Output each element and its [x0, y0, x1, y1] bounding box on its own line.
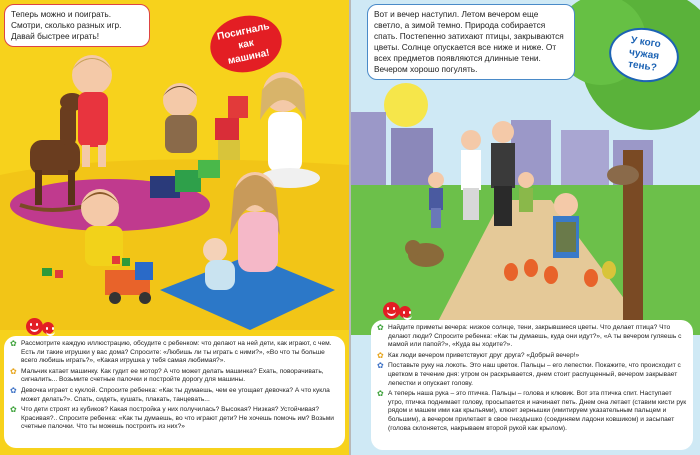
smiley-icon — [42, 322, 54, 334]
question-item — [377, 362, 687, 388]
flower-bullet-icon: ✿ — [10, 385, 17, 395]
smiley-icon — [26, 318, 43, 335]
left-intro-box — [4, 4, 150, 47]
question-item — [377, 324, 687, 350]
question-text: А теперь наша рука – это птичка. Пальцы – голова и клювик. Вот эта птичка спит. Наступает утро, птичка поднимает голову, просыпается и начинает петь. Днем она летает (ставим кисти рук рядом и машем ими как крыльями), клюет зернышки (имитируем указательным пальцем и большим), а вечером прилетает в свое гнездышко (соединяем ладони ковшиком) и засыпает (голова склоняется, накрываем второй рукой как крылом). — [388, 390, 687, 432]
left-intro-text: Теперь можно и поиграть. Смотри, сколько разных игр. Давай быстрее играть! — [11, 9, 122, 41]
sun-icon — [384, 83, 428, 127]
flower-bullet-icon: ✿ — [377, 389, 384, 399]
question-item — [10, 340, 339, 366]
left-page — [0, 0, 349, 455]
question-text: Поставьте руку на локоть. Это наш цветок. Пальцы – его лепестки. Покажите, что происходит с цветком в течение дня: утром он раскрывается, днем стоит распущенный, вечером закрывает лепестки и опускает голову. — [388, 362, 681, 387]
child-boy-sitting — [163, 83, 197, 153]
bird-icon — [607, 165, 639, 185]
flower-bullet-icon: ✿ — [377, 350, 384, 360]
question-item — [10, 406, 339, 432]
flower-bullet-icon: ✿ — [10, 405, 17, 415]
question-text: Рассмотрите каждую иллюстрацию, обсудите с ребенком: что делают на ней дети, как играют, с чем. Есть ли такие игрушки у вас дома? Спросите: «Любишь ли ты играть с ними?», «Во что ты больше всего любишь играть?», «Какая игрушка у тебя самая любимая?». — [21, 340, 332, 365]
question-item — [10, 387, 339, 404]
question-text: Мальчик катает машинку. Как гудит ее мотор? А что может делать машинка? Ехать, поворачивать, сигналить... Возьмите счетные палочки и постройте дорогу для машины. — [21, 367, 324, 384]
right-intro-text: Вот и вечер наступил. Летом вечером еще светло, а зимой темно. Природа собирается спать. Постепенно затихают птицы, закрываются цветы. Солнце опускается все ниже и ниже. От всех предметов появляются длинные тени. Вечером хорошо погулять. — [374, 9, 564, 74]
right-page — [351, 0, 700, 455]
question-text: Что дети строят из кубиков? Какая постройка у них получилась? Высокая? Низкая? Устойчивая? Красивая?.. Спросите ребенка: «Как ты думаешь, во что играют дети? Не хочешь помочь им? Возьми счетные палочки. Что ты можешь построить из них?» — [21, 406, 334, 431]
question-item — [10, 368, 339, 385]
smiley-icon — [383, 302, 400, 319]
flower-bullet-icon: ✿ — [377, 361, 384, 371]
question-text: Найдите приметы вечера: низкое солнце, тени, закрывшиеся цветы. Что делает птица? Что делают люди? Спросите ребенка: «Как ты думаешь, куда они идут?», «А ты вечером гуляешь с мамой или папой?», «Куда вы ходите?». — [388, 324, 682, 349]
right-badge-text: У кого чужая тень? — [627, 35, 662, 74]
question-text: Девочка играет с куклой. Спросите ребенка: «Как ты думаешь, чем ее угощает девочка? А что кукла может делать?». Спать, сидеть, кушать, плакать, танцевать... — [21, 386, 330, 403]
flower-bullet-icon: ✿ — [10, 366, 17, 376]
left-badge-text: Посигналь как машина! — [216, 20, 271, 67]
right-intro-box — [367, 4, 575, 80]
smiley-icon — [399, 306, 411, 318]
question-text: Как люди вечером приветствуют друг друга? «Добрый вечер!» — [388, 351, 580, 359]
right-questions-box — [371, 320, 693, 450]
left-questions-box — [4, 336, 345, 448]
flower-bullet-icon: ✿ — [377, 323, 384, 332]
flower-bullet-icon: ✿ — [10, 339, 17, 348]
question-item — [377, 352, 687, 361]
question-item — [377, 390, 687, 433]
